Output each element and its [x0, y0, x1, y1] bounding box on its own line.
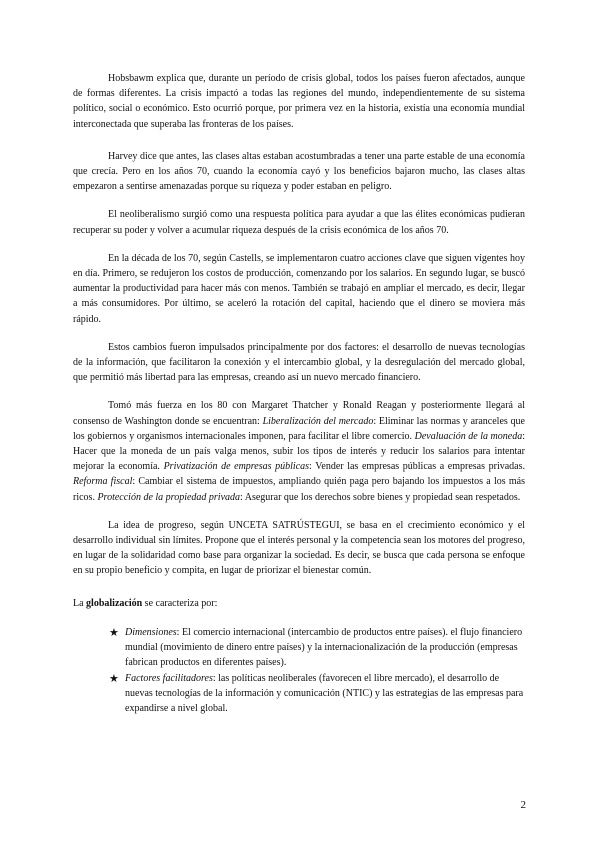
list-item: [109, 625, 525, 671]
star-icon: ★: [109, 625, 119, 639]
term-proteccion-propiedad: Protección de la propiedad privada: [97, 491, 241, 503]
washington-text-1: Tomó más fuerza en los 80 con Margaret Thatcher y Ronald Reagan y posteriormente llegará al consenso de Washington donde se encuentran:: [73, 400, 525, 427]
star-icon: ★: [109, 671, 119, 685]
term-privatizacion: Privatización de empresas públicas: [163, 461, 310, 473]
bullet-term: Dimensiones: [125, 626, 177, 638]
paragraph-harvey: Harvey dice que antes, las clases altas estaban acostumbradas a tener una parte estable de una economía que crecía. Pero en los años 70, cuando la economía cayó y los beneficios bajaron mucho, las clases altas empezaron a sentirse amenazadas porque su riqueza y poder estaban en peligro.: [73, 150, 525, 193]
globalizacion-intro-pre: La: [73, 597, 87, 609]
term-reforma-fiscal: Reforma fiscal: [73, 476, 133, 488]
washington-text-5: : Cambiar el sistema de impuestos, ampliando quién paga pero bajando los impuestos a los más ricos.: [73, 476, 525, 503]
paragraph-hobsbawm: Hobsbawm explica que, durante un período de crisis global, todos los países fueron afectados, aunque de formas diferentes. La crisis impactó a todas las regiones del mundo, independientemente de su sistema político, social o económico. Esto ocurrió porque, por primera vez en la historia, existía una economía mundial interconectada que superaba las fronteras de los países.: [73, 73, 525, 130]
washington-text-3: : Hacer que la moneda de un país valga menos, subir los tipos de interés y reducir los salarios para intentar mejorar la economía.: [73, 430, 525, 473]
paragraph-progreso: La idea de progreso, según UNCETA SATRÚSTEGUI, se basa en el crecimiento económico y el desarrollo individual sin límites. Propone que el interés personal y la competencia sean los motores del progreso, en lugar de la solidaridad como base para organizar la sociedad. Es decir, se busca que cada persona se enfoque en su propio beneficio y compita, en lugar de priorizar el bienestar común.: [73, 519, 525, 577]
paragraph-consenso-washington: [73, 398, 525, 504]
page-body: [73, 71, 525, 716]
washington-text-4: : Vender las empresas públicas a empresas privadas.: [309, 461, 525, 473]
globalizacion-intro: [73, 596, 525, 611]
bullet-text: : El comercio internacional (intercambio de productos entre países). el flujo financiero mundial (movimiento de dinero entre países) y la internacionalización de la producción (empresas fabrican productos en diferentes países).: [125, 626, 523, 669]
list-item: [109, 671, 525, 717]
paragraph-castells: En la década de los 70, según Castells, se implementaron cuatro acciones clave que siguen vigentes hoy en día. Primero, se redujeron los costos de producción, comenzando por los salarios. En segundo lugar, se buscó aumentar la productividad para hacer más con menos. También se trabajó en ampliar el mercado, es decir, llegar a más consumidores. Por último, se aceleró la rotación del capital, haciendo que el dinero se moviera más rápido.: [73, 252, 525, 325]
globalizacion-intro-post: se caracteriza por:: [142, 597, 218, 609]
paragraph-factores: Estos cambios fueron impulsados principalmente por dos factores: el desarrollo de nuevas tecnologías de la información, que facilitaron la conexión y el intercambio global, y la desregulación del mercado global, que permitió más libertad para las empresas, creando así un nuevo mercado financiero.: [73, 341, 525, 384]
term-devaluacion: Devaluación de la moneda: [414, 430, 523, 442]
term-liberalizacion: Liberalización del mercado: [262, 415, 374, 427]
page-number: 2: [520, 799, 526, 811]
washington-text-6: : Asegurar que los derechos sobre bienes y propiedad sean respetados.: [240, 491, 521, 503]
bullet-text: : las políticas neoliberales (favorecen el libre mercado), el desarrollo de nuevas tecnologías de la información y comunicación (NTIC) y las estrategias de las empresas para expandirse a nivel global.: [125, 672, 524, 714]
bullet-term: Factores facilitadores: [125, 672, 213, 684]
paragraph-neoliberalismo: El neoliberalismo surgió como una respuesta política para ayudar a que las élites económicas pudieran recuperar su poder y volver a acumular riqueza después de la crisis económica de los años 70.: [73, 209, 525, 236]
washington-text-2: : Eliminar las normas y aranceles que los gobiernos y organismos internacionales imponen, para facilitar el libre comercio.: [73, 415, 525, 442]
globalizacion-list: [73, 625, 525, 716]
globalizacion-term: globalización: [86, 597, 143, 609]
